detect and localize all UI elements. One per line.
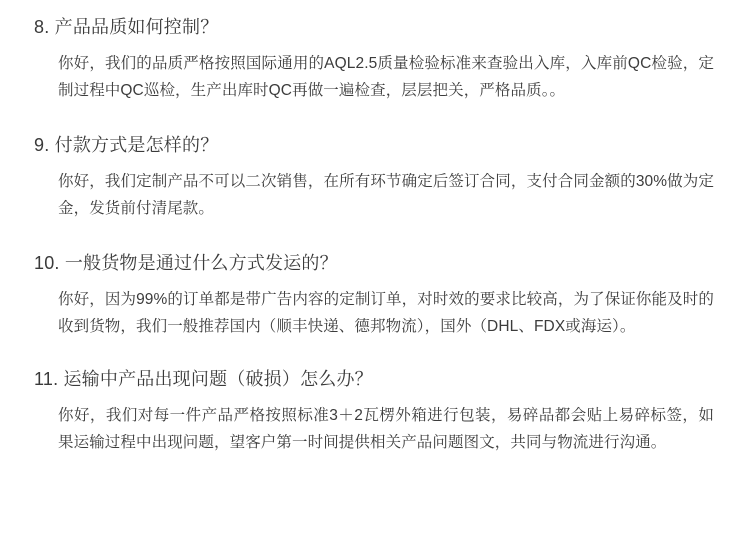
faq-answer: 你好，我们的品质严格按照国际通用的AQL2.5质量检验标准来查验出入库，入库前QC检验，定制过程中QC巡检，生产出库时QC再做一遍检查，层层把关，严格品质。。 <box>58 55 714 99</box>
faq-question: 11. 运输中产品出现问题（破损）怎么办？ <box>34 369 373 389</box>
faq-question: 8. 产品品质如何控制？ <box>34 17 219 37</box>
faq-item <box>34 250 720 340</box>
faq-item <box>34 132 720 222</box>
faq-question: 9. 付款方式是怎样的？ <box>34 135 219 155</box>
faq-answer: 你好，因为99%的订单都是带广告内容的定制订单，对时效的要求比较高，为了保证你能及时的收到货物，我们一般推荐国内（顺丰快递、德邦物流），国外（DHL、FDX或海运）。 <box>58 291 714 335</box>
faq-item <box>34 14 720 104</box>
faq-answer: 你好，我们定制产品不可以二次销售，在所有环节确定后签订合同，支付合同金额的30%做为定金，发货前付清尾款。 <box>58 173 714 217</box>
faq-answer: 你好，我们对每一件产品严格按照标准3＋2瓦楞外箱进行包装，易碎品都会贴上易碎标签，如果运输过程中出现问题，望客户第一时间提供相关产品问题图文，共同与物流进行沟通。 <box>58 407 714 451</box>
faq-question: 10. 一般货物是通过什么方式发运的？ <box>34 253 338 273</box>
faq-item <box>34 366 720 456</box>
